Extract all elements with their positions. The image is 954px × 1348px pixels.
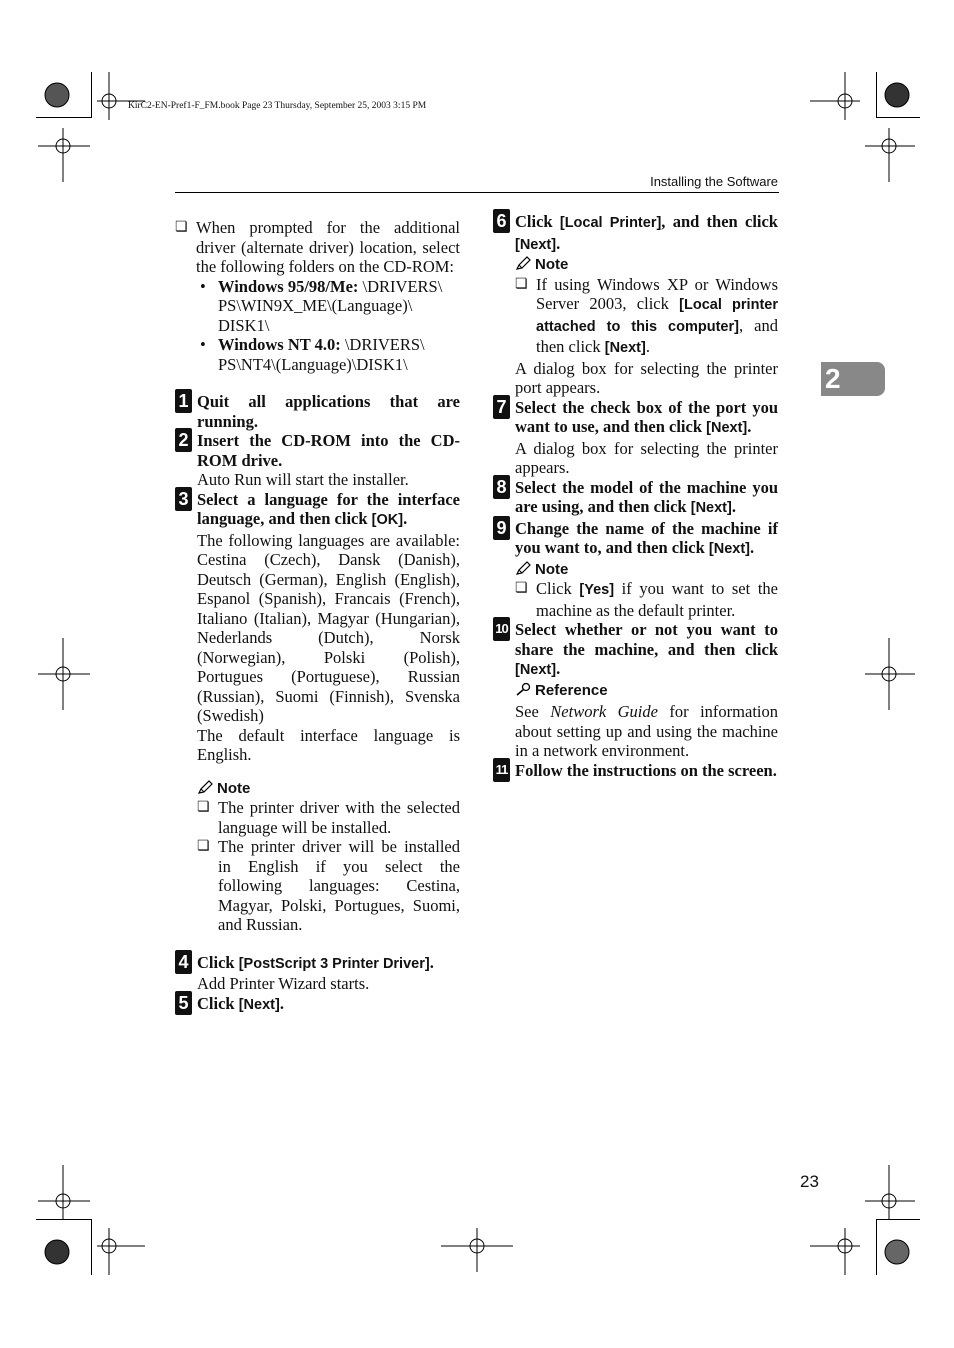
intro-text: When prompted for the additional driver (alternate driver) location, select the following folders on the CD-ROM: [196,218,460,276]
reference-icon [515,682,531,696]
folder-list [175,277,460,375]
local-printer-key-label: [Local Printer] [559,215,662,231]
step-8-text: Select the model of the machine you are using, and then click [515,477,778,516]
step-7-number: 7 [493,395,510,419]
chapter-tab [821,362,885,396]
note-label: Note [217,779,251,797]
step-4-number: 4 [175,950,192,974]
step-7-body: A dialog box for selecting the printer appears. [515,438,778,477]
reference-text [493,702,778,761]
reference-text-b: for information about setting up and using the machine in a network environment. [515,702,778,760]
step-6-end: . [556,233,561,253]
step-6-text: Click [515,212,560,231]
next-key-label: [Next] [708,541,750,557]
chapter-tab-number: 2 [825,363,841,394]
note-list [493,275,778,359]
note-item-default [515,579,778,620]
step-11-number: 11 [493,758,510,782]
note-heading [175,779,460,799]
step-3-body-languages: The following languages are available: Cestina (Czech), Dansk (Danish), Deutsch (German), English (English), Espanol (Spanish), Francais (French), Italiano (Italian), Magyar (Hungarian), Nederlands (Dutch), Norsk (Norwegian), Polski (Polish), Portugues (Portuguese), Russian (Russian), Suomi (Finnish), Svenska (Swedish) [197,530,460,725]
step-9-number: 9 [493,516,510,540]
step-10-text: Select whether or not you want to share the machine, and then click [515,620,778,659]
step-3 [175,490,460,531]
step-6-body: A dialog box for selecting the printer port appears. [515,358,778,397]
step-7 [493,398,778,439]
note-item-2: ❏ The printer driver will be installed in English if you select the following languages: Cestina, Magyar, Polski, Portugues, Suomi, and Russian. [197,837,460,935]
note-label: Note [535,560,569,578]
step-2-body: Auto Run will start the installer. [197,470,409,489]
step-1 [175,392,460,431]
running-header: Installing the Software [650,174,778,189]
left-column [175,218,460,1015]
step-3-text: Select a language for the interface language, and then click [197,489,460,528]
pencil-icon [515,256,531,270]
step-3-number: 3 [175,487,192,511]
step-4-text: Click [197,952,239,972]
reference-heading [493,681,778,701]
note-list [493,579,778,620]
note-heading [493,255,778,275]
step-4-body: Add Printer Wizard starts. [197,974,370,993]
step-2-text: Insert the CD-ROM into the CD-ROM drive. [197,431,460,470]
step-8-end: . [731,497,736,516]
step-10 [493,620,778,681]
step-6 [493,212,778,255]
note-xp-text: If using Windows XP or Windows Server 2003, click [536,274,778,313]
bullet-win9x-label: Windows 95/98/Me: [218,276,359,296]
step-10-end: . [556,659,561,678]
note-xp-mid: , and then click [536,315,779,356]
step-3-end: . [403,509,408,528]
step-11-text: Follow the instructions on the screen. [515,760,777,780]
bullet-nt4-label: Windows NT 4.0: [218,335,341,354]
next-key-label: [Next] [515,236,557,253]
step-9-text: Change the name of the machine if you want to, and then click [515,518,778,557]
note-default-end: if you want to set the machine as the default printer. [536,579,778,620]
note-list [175,798,460,935]
step-10-number: 10 [493,617,510,641]
step-6-mid: , and then click [661,212,778,231]
next-key-label: [Next] [515,662,557,678]
note-default-text: Click [536,579,580,598]
step-7-end: . [747,417,752,436]
intro-item [175,218,460,277]
step-8-number: 8 [493,475,510,499]
step-5-end: . [279,993,284,1013]
step-4-end: . [429,952,434,972]
ok-key-label: [OK] [371,512,404,528]
next-key-label: [Next] [604,340,646,356]
step-5 [175,994,460,1016]
step-7-text: Select the check box of the port you want to use, and then click [515,397,778,436]
step-5-number: 5 [175,991,192,1015]
step-6-number: 6 [493,209,510,233]
step-3-body-default: The default interface language is English. [197,725,460,764]
note-label: Note [535,256,569,273]
next-key-label: [Next] [706,420,748,436]
step-2 [175,431,460,470]
file-info: KirC2-EN-Pref1-F_FM.book Page 23 Thursday, September 25, 2003 3:15 PM [128,101,427,111]
bullet-win9x [196,277,460,336]
bullet-nt4-path: \DRIVERS\ PS\NT4\(Language)\DISK1\ [218,335,425,374]
note-item-xp [515,275,778,359]
yes-key-label: [Yes] [579,582,615,598]
step-9-end: . [750,538,755,557]
right-column [493,212,778,780]
note-xp-end: . [645,337,650,356]
reference-text-a: See [515,702,551,721]
note-item-1: ❏ The printer driver with the selected language will be installed. [197,798,460,837]
page-number: 23 [800,1172,819,1191]
bullet-win9x-path: \DRIVERS\ PS\WIN9X_ME\(Language)\ DISK1\ [218,276,443,335]
step-1-number: 1 [175,389,192,413]
header-rule [175,192,779,193]
step-1-text: Quit all applications that are running. [197,392,460,431]
step-2-number: 2 [175,428,192,452]
pencil-icon [197,780,213,794]
step-11 [493,761,778,781]
step-5-text: Click [197,993,239,1013]
step-4 [175,953,460,975]
pencil-icon [515,561,531,575]
step-8 [493,478,778,519]
step-9 [493,519,778,560]
local-printer-attached-key-label: [Local printer attached to this computer] [536,297,778,335]
network-guide-title: Network Guide [550,702,658,721]
postscript-driver-key-label: [PostScript 3 Printer Driver] [238,955,430,972]
bullet-nt4 [196,335,460,374]
note-heading [493,560,778,580]
reference-label: Reference [535,681,608,699]
next-key-label: [Next] [690,500,732,516]
next-key-label: [Next] [238,996,280,1013]
